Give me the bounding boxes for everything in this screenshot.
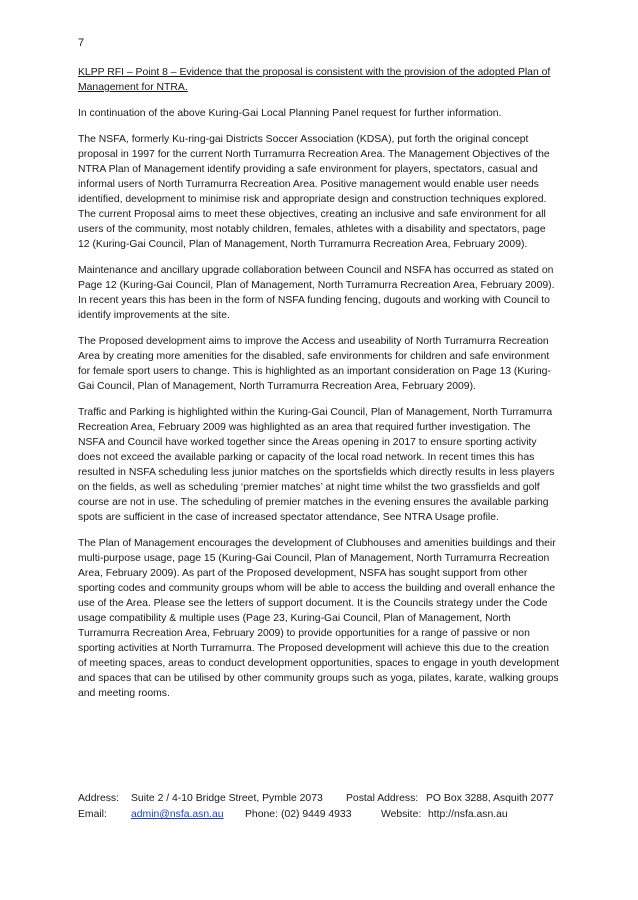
address-label: Address: bbox=[78, 793, 120, 804]
phone-label: Phone: bbox=[245, 809, 278, 820]
footer-address-row bbox=[78, 791, 560, 807]
paragraph-access: The Proposed development aims to improve the Access and useability of North Turramurra Recreation Area by creating more amenities for the disabled, safe environments for children and safe environment for female sport users to change. This is highlighted as an important consideration on Page 13 (Kuring-Gai Council, Plan of Management, North Turramurra Recreation Area, February 2009). bbox=[78, 336, 551, 392]
website-label: Website: bbox=[381, 809, 422, 820]
paragraph-intro: In continuation of the above Kuring-Gai Local Planning Panel request for further information. bbox=[78, 108, 502, 119]
paragraph-clubhouses: The Plan of Management encourages the development of Clubhouses and amenities buildings and their multi-purpose usage, page 15 (Kuring-Gai Council, Plan of Management, North Turramurra Recreation Area, February 2009). As part of the Proposed development, NSFA has sought support from other sporting codes and community groups whom will be able to access the building and overall enhance the use of the Area. Please see the letters of support document. It is the Councils strategy under the Code usage compatibility & multiple uses (Page 23, Kuring-Gai Council, Plan of Management, North Turramurra Recreation Area, February 2009) to provide opportunities for a range of passive or non sporting activities at North Turramurra. The Proposed development will achieve this due to the creation of meeting spaces, areas to conduct development opportunities, spaces to engage in youth development and spaces that can be utilised by other community groups such as yoga, pilates, karate, walking groups and meeting rooms. bbox=[78, 538, 560, 699]
paragraph-maintenance: Maintenance and ancillary upgrade collaboration between Council and NSFA has occurred as stated on Page 12 (Kuring-Gai Council, Plan of Management, North Turramurra Recreation Area, February 2009). In recent years this has been in the form of NSFA funding fencing, dugouts and working with Council to identify improvements at the site. bbox=[78, 265, 555, 321]
paragraph-management-objectives: The NSFA, formerly Ku-ring-gai Districts Soccer Association (KDSA), put forth the original concept proposal in 1997 for the current North Turramurra Recreation Area. The Management Objectives of the NTRA Plan of Management identify providing a safe environment for players, spectators, casual and informal users of North Turramurra Recreation Area. Positive management would enable user needs identified, development to minimise risk and appropriate design and construction techniques explored. The current Proposal aims to meet these objectives, creating an inclusive and safe environment for all users of the community, most notably children, females, athletes with a disability and spectators, page 12 (Kuring-Gai Council, Plan of Management, North Turramurra Recreation Area, February 2009). bbox=[78, 134, 550, 250]
page-number: 7 bbox=[78, 37, 85, 49]
section-heading: KLPP RFI – Point 8 – Evidence that the proposal is consistent with the provision of the adopted Plan of Management for NTRA. bbox=[78, 67, 551, 93]
document-body bbox=[78, 65, 560, 712]
phone-value: (02) 9449 4933 bbox=[281, 809, 352, 820]
paragraph-traffic-parking: Traffic and Parking is highlighted within the Kuring-Gai Council, Plan of Management, North Turramurra Recreation Area, February 2009 was highlighted as an area that required further investigation. The NSFA and Council have worked together since the Areas opening in 2017 to ensure sporting activity does not exceed the available parking or capacity of the local road network. In recent times this has resulted in NSFA scheduling less junior matches on the sportsfields which directly results in less players on the fields, as well as scheduling ‘premier matches’ at night time whilst the two grassfields and golf course are not in use. The scheduling of premier matches in the evening ensures the available parking spots are sufficient in the case of increased spectator attendance, See NTRA Usage profile. bbox=[78, 407, 555, 523]
email-label: Email: bbox=[78, 809, 107, 820]
email-link[interactable]: admin@nsfa.asn.au bbox=[131, 809, 224, 820]
postal-address-label: Postal Address: bbox=[346, 793, 419, 804]
address-value: Suite 2 / 4-10 Bridge Street, Pymble 2073 bbox=[131, 793, 323, 804]
page-footer bbox=[78, 791, 560, 823]
website-value: http://nsfa.asn.au bbox=[428, 809, 508, 820]
footer-contact-row bbox=[78, 807, 560, 823]
postal-address-value: PO Box 3288, Asquith 2077 bbox=[426, 793, 554, 804]
